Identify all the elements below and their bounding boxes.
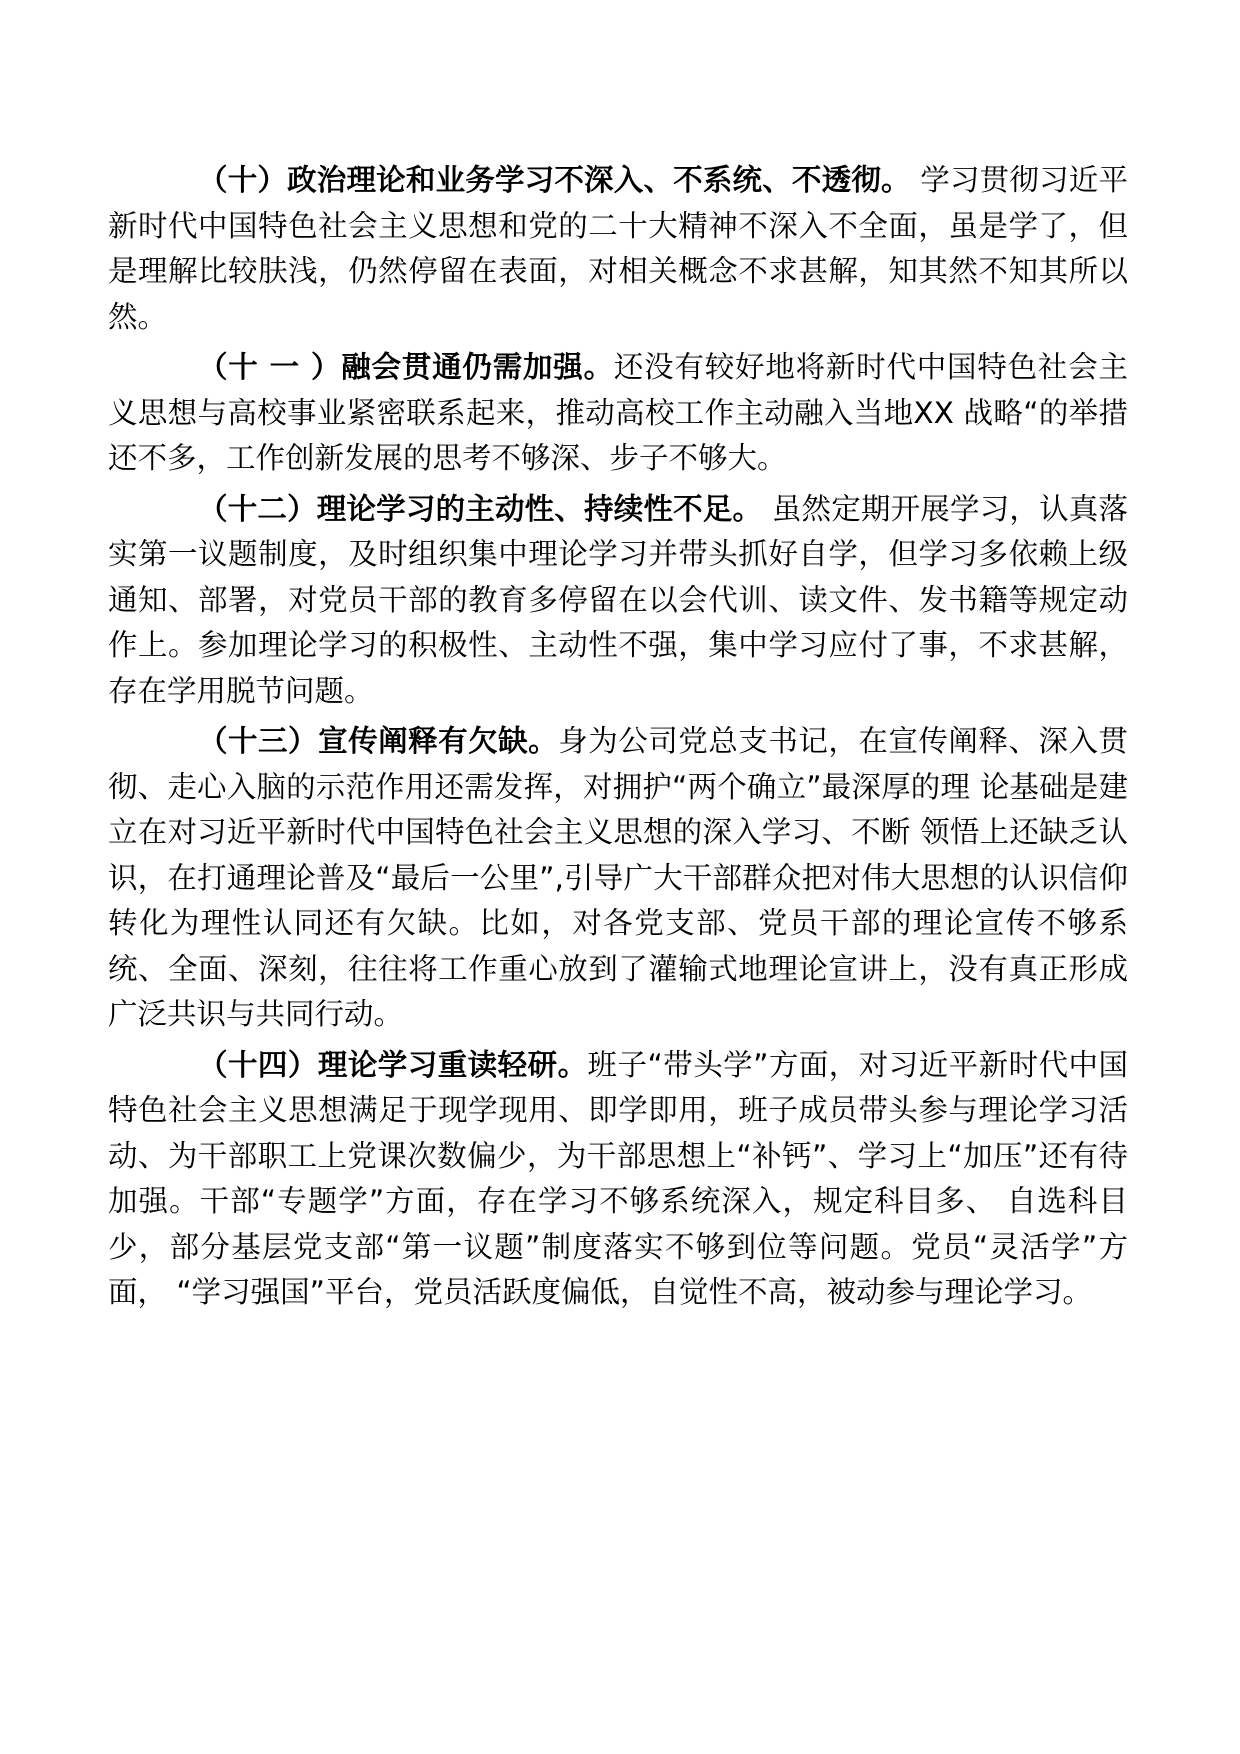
paragraph-14-heading: （十四）理论学习重读轻研。 [198,1047,588,1082]
document-body [108,158,1128,1316]
paragraph-12-body: 虽然定期开展学习，认真落实第一议题制度，及时组织集中理论学习并带头抓好自学，但学习多依赖上级通知、部署，对党员干部的教育多停留在以会代训、读文件、发书籍等规定动作上。参加理论学习的积极性、主动性不强，集中学习应付了事，不求甚解，存在学用脱节问题。 [108,491,1128,708]
paragraph-14-body: 班子“带头学”方面，对习近平新时代中国特色社会主义思想满足于现学现用、即学即用，班子成员带头参与理论学习活动、为干部职工上党课次数偏少，为干部思想上“补钙”、学习上“加压”还有待加强。干部“专题学”方面，存在学习不够系统深入，规定科目多、 自选科目少，部分基层党支部“第一议题”制度落实不够到位等问题。党员“灵活学”方面， “学习强国”平台，党员活跃度偏低，自觉性不高，被动参与理论学习。 [108,1047,1128,1309]
paragraph-13-heading: （十三）宣传阐释有欠缺。 [198,724,559,758]
paragraph-11 [108,345,1128,482]
paragraph-13-body: 身为公司党总支书记，在宣传阐释、深入贯彻、走心入脑的示范作用还需发挥，对拥护“两个确立”最深厚的理 论基础是建立在对习近平新时代中国特色社会主义思想的深入学习、不断 领悟上还缺乏认识，在打通理论普及“最后一公里”,引导广大干部群众把对伟大思想的认识信仰转化为理性认同还有欠缺。比如，对各党支部、党员干部的理论宣传不够系统、全面、深刻，往往将工作重心放到了灌输式地理论宣讲上，没有真正形成广泛共识与共同行动。 [108,724,1128,1031]
paragraph-11-heading: （十 一 ）融会贯通仍需加强。 [198,350,614,384]
paragraph-10 [108,158,1128,340]
paragraph-14 [108,1043,1128,1316]
paragraph-10-heading: （十）政治理论和业务学习不深入、不系统、不透彻。 [198,163,911,197]
paragraph-12-heading: （十二）理论学习的主动性、持续性不足。 [198,491,763,526]
paragraph-10-body: 学习贯彻习近平新时代中国特色社会主义思想和党的二十大精神不深入不全面，虽是学了，但是理解比较肤浅，仍然停留在表面，对相关概念不求甚解，知其然不知其所以然。 [108,163,1128,334]
paragraph-11-body: 还没有较好地将新时代中国特色社会主义思想与高校事业紧密联系起来，推动高校工作主动融入当地XX 战略“的举措还不多，工作创新发展的思考不够深、步子不够大。 [108,350,1128,475]
paragraph-13 [108,719,1128,1038]
paragraph-12 [108,487,1128,715]
